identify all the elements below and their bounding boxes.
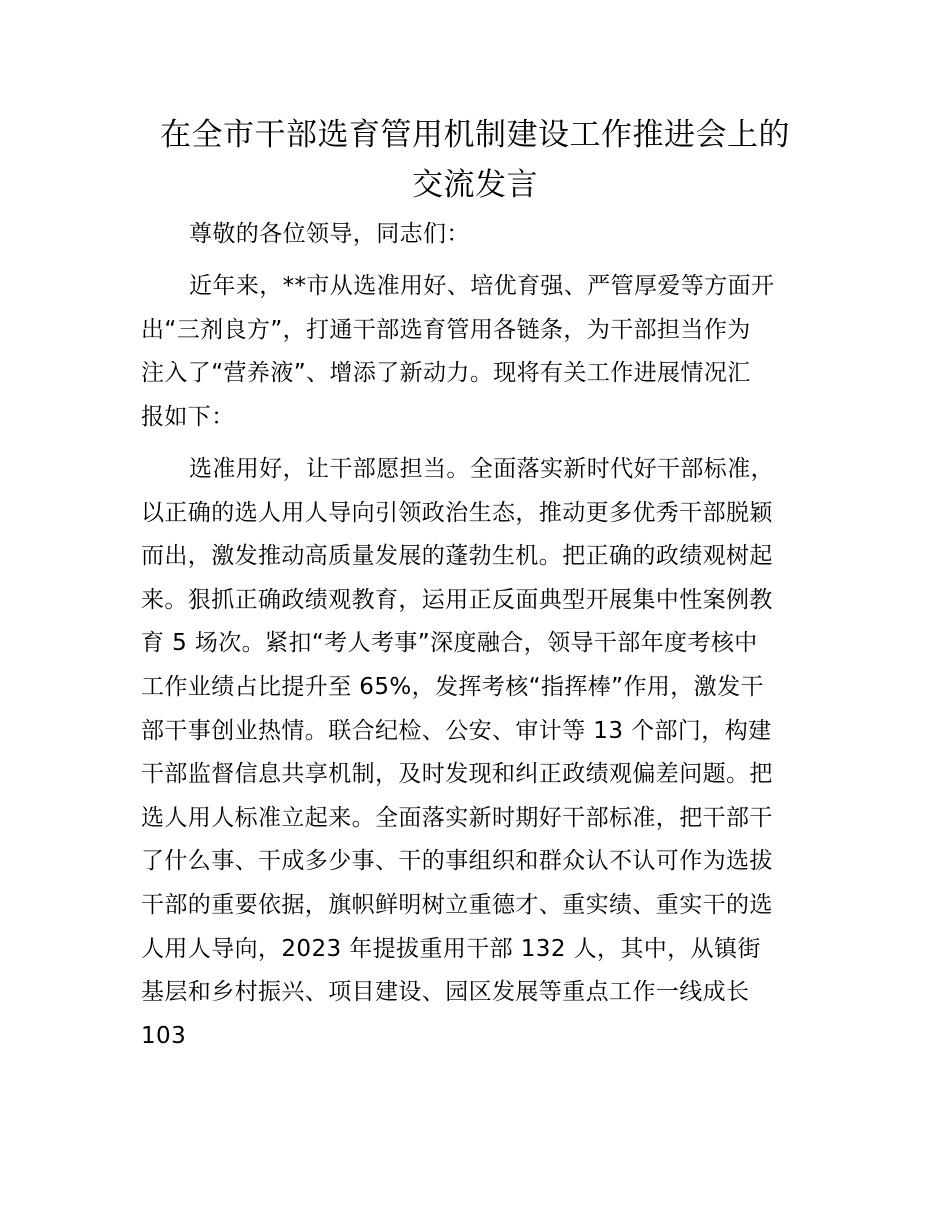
text-line: 了什么事、干成多少事、干的事组织和群众认不认可作为选拔 (141, 848, 773, 875)
text-line: 人用人导向，2023 年提拔重用干部 132 人，其中，从镇街 (141, 935, 761, 962)
text-line: 尊敬的各位领导，同志们： (189, 221, 470, 247)
text-line: 基层和乡村振兴、项目建设、园区发展等重点工作一线成长 (141, 979, 750, 1006)
text-line: 103 (141, 1022, 187, 1049)
document-title (140, 110, 810, 210)
intro-paragraph (141, 265, 811, 439)
text-line: 来。狠抓正确政绩观教育，运用正反面典型开展集中性案例教 (141, 586, 773, 613)
text-line: 育 5 场次。紧扣“考人考事”深度融合，领导干部年度考核中 (141, 630, 758, 657)
title-line: 交流发言 (412, 167, 538, 203)
greeting-paragraph (141, 213, 811, 257)
text-line: 干部监督信息共享机制，及时发现和纠正政绩观偏差问题。把 (141, 761, 773, 788)
text-line: 注入了“营养液”、增添了新动力。现将有关工作进展情况汇 (141, 360, 751, 387)
title-line: 在全市干部选育管用机制建设工作推进会上的 (160, 117, 790, 153)
text-line: 选人用人标准立起来。全面落实新时期好干部标准，把干部干 (141, 804, 773, 831)
text-line: 近年来，**市从选准用好、培优育强、严管厚爱等方面开 (189, 273, 775, 299)
text-line: 报如下： (141, 403, 235, 430)
text-line: 部干事创业热情。联合纪检、公安、审计等 13 个部门，构建 (141, 717, 772, 744)
text-line: 选准用好，让干部愿担当。全面落实新时代好干部标准， (189, 456, 774, 482)
text-line: 以正确的选人用人导向引领政治生态，推动更多优秀干部脱颖 (141, 499, 773, 526)
section1-paragraph (141, 448, 811, 1058)
text-line: 工作业绩占比提升至 65%，发挥考核“指挥棒”作用，激发干 (141, 673, 764, 700)
text-line: 而出，激发推动高质量发展的蓬勃生机。把正确的政绩观树起 (141, 543, 773, 570)
text-line: 干部的重要依据，旗帜鲜明树立重德才、重实绩、重实干的选 (141, 891, 773, 918)
text-line: 出“三剂良方”，打通干部选育管用各链条，为干部担当作为 (141, 316, 751, 343)
